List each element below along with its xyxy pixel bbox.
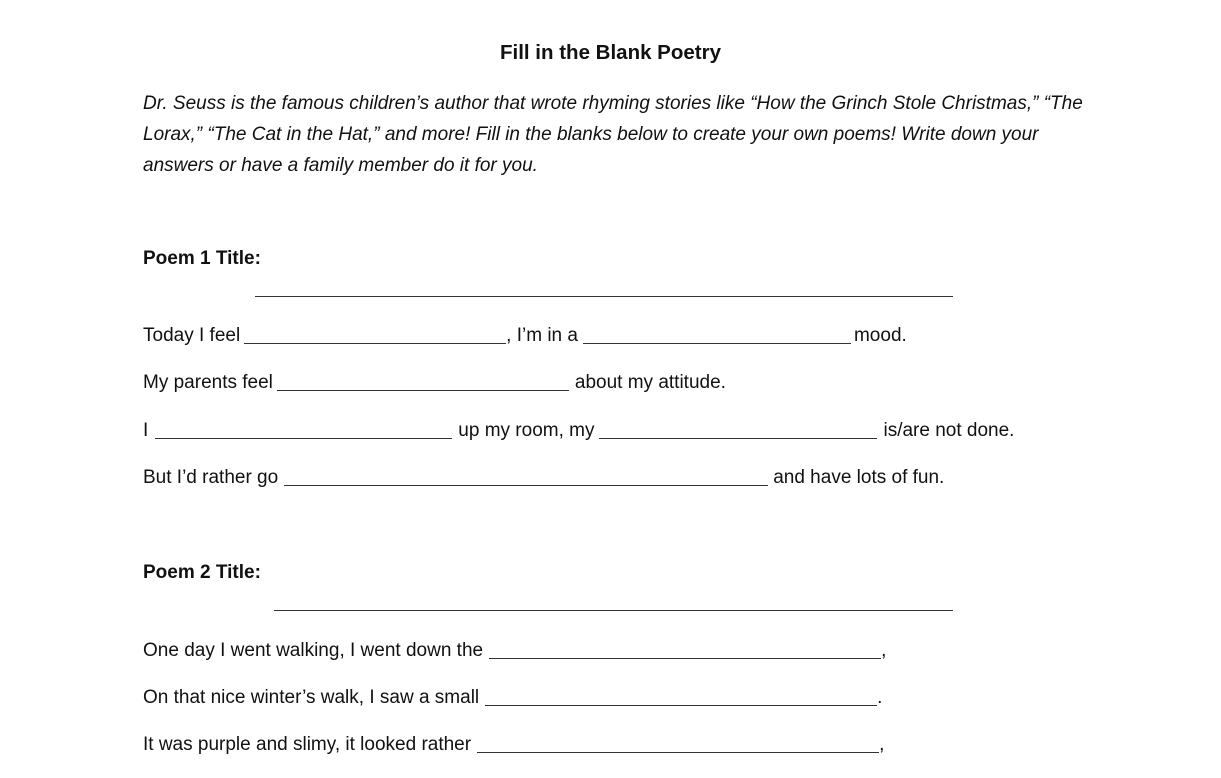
blank-place[interactable] <box>284 484 768 486</box>
poem2-title-label: Poem 2 Title: <box>143 562 261 583</box>
line-text: , <box>881 640 887 661</box>
line-text: and have lots of fun. <box>773 467 945 488</box>
line-text: One day I went walking, I went down the <box>143 640 484 661</box>
line-text: My parents feel <box>143 372 273 393</box>
blank-road[interactable] <box>489 657 881 659</box>
poem2-title-blank[interactable] <box>274 610 953 611</box>
blank-chores[interactable] <box>599 437 877 439</box>
poem1-line-3 <box>143 420 1014 442</box>
line-text: , I’m in a <box>506 325 578 346</box>
blank-adjective[interactable] <box>477 751 879 753</box>
line-text: On that nice winter’s walk, I saw a small <box>143 687 480 708</box>
line-text: is/are not done. <box>883 420 1015 441</box>
blank-verb[interactable] <box>155 437 452 439</box>
line-text: about my attitude. <box>574 372 726 393</box>
line-text: mood. <box>853 325 907 346</box>
poem2-line-1 <box>143 640 886 662</box>
poem1-title-blank[interactable] <box>255 296 953 297</box>
worksheet-title: Fill in the Blank Poetry <box>500 41 721 64</box>
line-text: , <box>879 734 885 755</box>
blank-creature[interactable] <box>485 704 877 706</box>
intro-paragraph: Dr. Seuss is the famous children’s author that wrote rhyming stories like “How the Grinch Stole Christmas,” “The Lorax,” “The Cat in the Hat,” and more! Fill in the blanks below to create your own poems! Write down your answers or have a family member do it for you. <box>143 93 1083 176</box>
line-text: I <box>143 420 149 441</box>
line-text: It was purple and slimy, it looked rather <box>143 734 472 755</box>
line-text: . <box>877 687 883 708</box>
blank-mood[interactable] <box>583 342 851 344</box>
line-text: up my room, my <box>458 420 595 441</box>
poem1-line-2 <box>143 372 726 394</box>
poem1-title-label: Poem 1 Title: <box>143 248 261 269</box>
line-text: Today I feel <box>143 325 241 346</box>
blank-parents-feel[interactable] <box>277 389 569 391</box>
poem2-line-3 <box>143 734 884 756</box>
poem1-line-1 <box>143 325 907 347</box>
poem2-line-2 <box>143 687 882 709</box>
blank-feeling[interactable] <box>244 342 506 344</box>
line-text: But I’d rather go <box>143 467 279 488</box>
poem1-line-4 <box>143 467 944 489</box>
